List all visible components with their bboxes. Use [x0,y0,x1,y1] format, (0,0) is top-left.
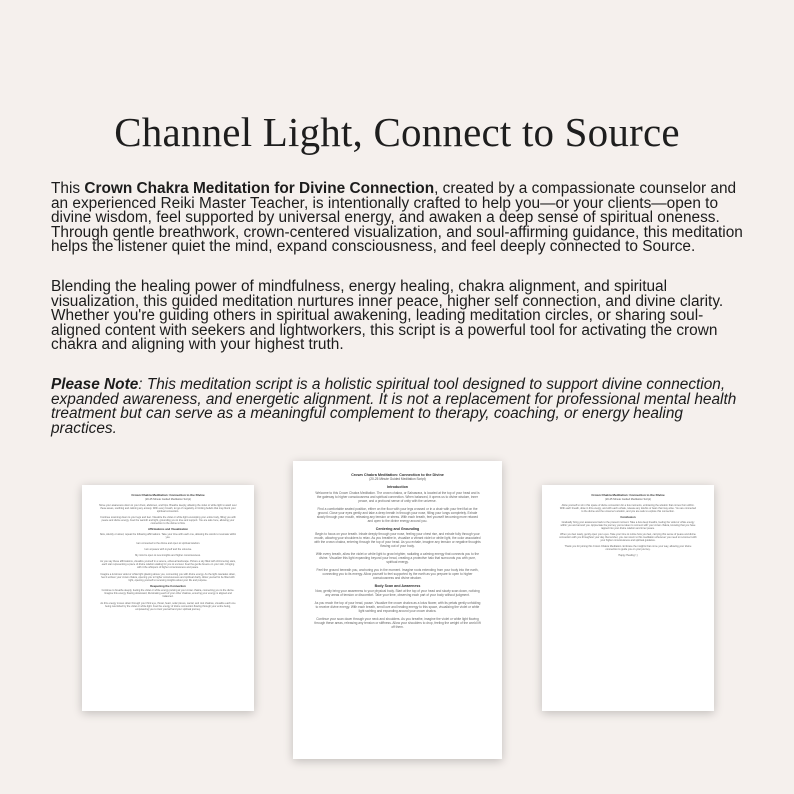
page-paragraph: Welcome to this Crown Chakra Meditation. The crown chakra, or Sahasrara, is located at the top of your head and is the gateway to higher consciousness and spiritual connection. When balanced, it opens us to divine wisdom, inner peace, and a profound sense of unity with the universe. [315,490,480,503]
page-heading: Crown Chakra Meditation: Connection to the Divine [351,472,444,477]
page-signoff: Happy Healing! :) [618,554,638,558]
page-section-heading: Affirmations and Visualization [147,527,188,532]
page-heading: Crown Chakra Meditation: Connection to the Divine [131,493,205,498]
page-paragraph: Gradually bring your awareness back to the present moment. Take a few deep breaths, feeling the violet or white energy within you and around you. Appreciate the journey you've taken to connect with your crown chakra, knowing that you have tapped into your divine wisdom and inner peace. [560,520,696,530]
description-paragraph: Blending the healing power of mindfulness, energy healing, chakra alignment, and spiritual visualization, this guided meditation nurtures inner peace, higher self connection, and divine clarity. Whether you're guiding others in spiritual awakening, leading meditation circles, or sharing soul-aligned content with seekers and lightworkers, this script is a powerful tool for activating the crown chakra and aligning with your highest truth. [51,278,724,353]
page-paragraph: Continue to breathe deeply, feeling the violet or white energy pulsing at your crown chakra, connecting you to the divine. Imagine this energy flowing downward, illuminating each of your other chakras, ensuring your energy is aligned and balanced. [101,589,235,599]
page-section-heading: Body Scan and Awareness [374,584,421,588]
page-title: Channel Light, Connect to Source [114,109,680,155]
intro-paragraph [51,182,745,255]
page-paragraph: Move your awareness down to your chest, abdomen, and hips. Breathe deeply, allowing the violet or white light to wash over these areas, soothing and calming any anxiety. With every breath, let go of negativity or limiting beliefs that may block your spiritual connection. [99,503,237,514]
page-paragraph: Allow yourself to sit in this space of divine connection for a few moments, embracing the wisdom that comes from within. With each breath, draw in this energy, and with each exhale, release any doubts or fears that may arise. You are connected to the divine and the universe's wisdom, and you are safe to explore this connection. [559,503,697,514]
page-paragraph: Now, silently or aloud, repeat the following affirmations. Take your time with each one, allowing the words to resonate within you. [99,532,237,539]
page-affirmation: My mind is open to new insights and higher consciousness. [135,554,201,558]
page-paragraph: With every breath, allow the violet or white light to grow brighter, radiating a calming energy that connects you to the divine. Visualize this light expanding beyond your head, creating a protective halo that surrounds you with pure, spiritual energy. [315,552,480,564]
preview-page-right [542,485,714,711]
note-text: : This meditation script is a holistic spiritual tool designed to support divine connection, expanded awareness, and energetic alignment. It is not a replacement for professional mental health treatment but can serve as a meaningful complement to therapy, coaching, or energy healing practices. [51,376,737,437]
note-label: Please Note [51,376,139,393]
page-subheading: (20-25 Minute Guided Meditation Script) [604,497,651,501]
page-section-heading: Centering and Grounding [375,526,420,531]
page-affirmation: I am at peace with myself and the universe. [143,548,193,552]
intro-lead: This [51,180,85,197]
preview-page-center [293,461,502,759]
page-paragraph: Continue your scan down through your neck and shoulders. As you breathe, imagine the violet or white light flowing through these areas, releasing any tension or stiffness. Allow your shoulders to drop, feeling the weight of the world lift off them. [314,617,481,630]
page-paragraph: As this energy moves down through your third eye, throat, heart, solar plexus, sacral, and root chakras, visualize each one being nourished by the violet or white light. Feel the energy of divine connection flowing through your entire being, empowering you to trust yourself and your spiritual journey. [100,601,236,611]
page-paragraph: Imagine a luminous violet or white light glowing above you, connecting you with divine energy. As the light cascades down, feel it enliven your crown chakra, opening you to higher consciousness and spiritual clarity. Allow yourself to be filled with light, opening yourself to receiving insights about your life and purpose. [100,572,236,582]
page-section-heading: Conclusion [620,515,636,520]
page-paragraph: Now, gently bring your awareness to your physical body. Start at the top of your head and slowly scan down, noticing any areas of tension or discomfort. Take your time, observing each part of your body without judgment. [315,589,480,598]
page-heading: Crown Chakra Meditation: Connection to the Divine [591,493,665,498]
page-subheading: (20-25 Minute Guided Meditation Script) [144,497,191,501]
page-section-heading: Introduction [387,485,408,490]
preview-page-left [82,485,254,711]
page-affirmation: I am connected to the divine and open to spiritual wisdom. [135,541,201,545]
page-paragraph: As you say these affirmations, visualize yourself in a serene, ethereal landscape. Picture a sky filled with shimmering stars, each star representing a piece of divine wisdom waiting for you to uncover. Feel the gentle breeze on your skin, bringing with it the whispers of higher consciousness and peace. [100,560,236,570]
page-paragraph: Find a comfortable seated position, either on the floor with your legs crossed or in a chair with your feet flat on the ground. Close your eyes gently and take a deep breath in through your nose, filling your lungs completely. Exhale slowly through your mouth, releasing any tension or stress. With each breath, feel yourself becoming more relaxed and open to the divine energy around you. [316,506,479,523]
page-section-heading: Deepening the Connection [150,583,186,588]
intro-product-name: Crown Chakra Meditation for Divine Connection [84,180,435,197]
page-paragraph: Thank you for joining this Crown Chakra Meditation. Embrace the insights that come your way, allowing your divine connection to guide you on your journey. [564,545,692,552]
note-paragraph [51,378,745,436]
intro-rest: , created by a compassionate counselor and an experienced Reiki Master Teacher, is intentionally crafted to help you—or your clients—open to divine wisdom, feel supported by universal energy, and awaken a deep sense of spiritual oneness. Through gentle breathwork, crown-centered visualization, and soul-affirming guidance, this meditation helps the listener quiet the mind, expand consciousness, and feel deeply connected to Source. [51,180,743,255]
page-subheading: (20-25 Minute Guided Meditation Script) [369,477,426,482]
page-paragraph: As you reach the top of your head, pause. Visualize the crown chakra as a lotus flower, with its petals gently unfolding to receive divine energy. With each breath, send love and healing energy to this space, visualizing the violet or white light swirling and expanding around your crown chakra. [314,601,481,614]
page-paragraph: Continue scanning down to your legs and feet. Visualize the violet or white light enveloping your entire body, filling you with peace and divine energy. Feel the warmth and light, grounding you to love and support. You are safe here, allowing your connection to the divine to flow. [100,516,236,526]
page-paragraph: Feel the ground beneath you, anchoring you in the moment. Imagine roots extending from your body into the earth, connecting you to its energy. Allow yourself to feel supported by the earth as you prepare to open to higher consciousness and divine wisdom. [316,568,479,580]
page-paragraph: When you feel ready, gently open your eyes. Take your time to notice how you feel, carrying this sense of peace and divine connection with you throughout your day. Remember, you can return to this meditation whenever you need to reconnect with your higher consciousness and spiritual guidance. [559,532,697,542]
page-paragraph: Begin to focus on your breath. Inhale deeply through your nose, feeling your chest rise, and exhale fully through your mouth, allowing your shoulders to relax. As you breathe in, visualize a vibrant violet or white light, the color associated with the crown chakra, entering through the top of your head. As you exhale, imagine any tension or negative thoughts flowing out of your body. [314,532,481,548]
